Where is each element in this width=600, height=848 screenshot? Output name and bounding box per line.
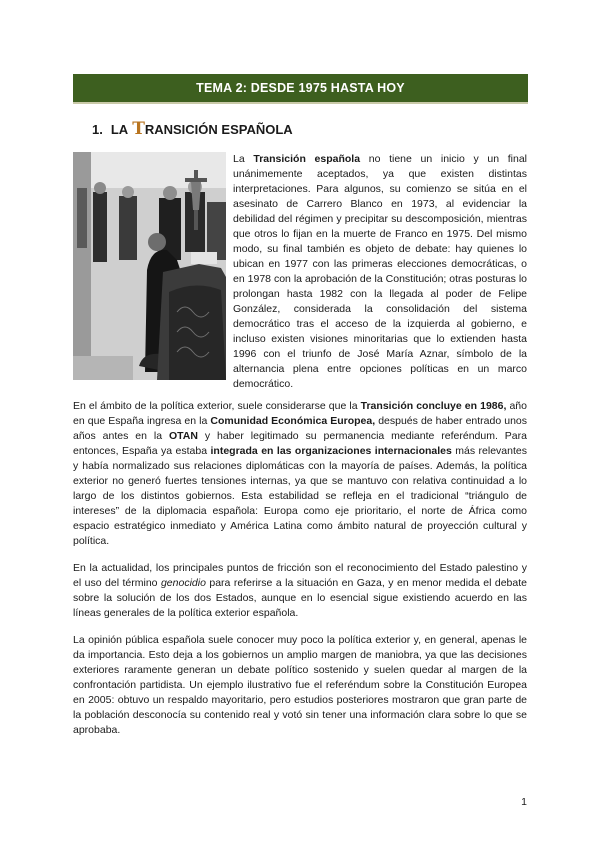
historical-photo (73, 152, 226, 380)
topic-banner (73, 74, 528, 104)
paragraph-politica-exterior: En el ámbito de la política exterior, suele considerarse que la Transición concluye en 1986, año en que España ingresa en la Comunidad Económica Europea, después de haber entrado unos años antes en la OTAN y haber legitimado su permanencia mediante referéndum. Para entonces, España ya estaba integrada en las organizaciones internacionales más relevantes y había normalizado sus relaciones diplomáticas con la mayoría de países. Además, la política exterior no generó fuertes tensiones internas, ya que se mantuvo con relativa continuidad a lo largo de los distintos gobiernos. Esta estabilidad se refleja en el tradicional “triángulo de intereses” de la diplomacia española: Europa como eje prioritario, el norte de África como espacio estratégico inmediato y América Latina como ámbito natural de proyección cultural y política. (73, 400, 527, 547)
paragraph-opinion-publica: La opinión pública española suele conocer muy poco la política exterior y, en general, apenas le da importancia. Esto deja a los gobiernos un amplio margen de maniobra, ya que las decisiones exteriores raramente generan un debate político sostenido y suelen quedar al margen de la confrontación partidista. Un ejemplo ilustrativo fue el referéndum sobre la Constitución Europea en 2005: obtuvo un respaldo mayoritario, pero estudios posteriores mostraron que gran parte de la población desconocía su contenido real y votó sin tener una información clara sobre lo que se aprobaba. (73, 634, 527, 736)
topic-title: TEMA 2: DESDE 1975 HASTA HOY (196, 81, 405, 95)
paragraph-actualidad: En la actualidad, los principales puntos de fricción son el reconocimiento del Estado palestino y el uso del término genocidio para referirse a la situación en Gaza, y en menor medida el debate sobre la solución de los dos Estados, aunque en lo esencial sigue existiendo acuerdo en las líneas generales de la política exterior española. (73, 562, 527, 619)
paragraph-transicion-intro: La Transición española no tiene un inicio y un final unánimemente aceptados, ya que existen distintas interpretaciones. Para algunos, su comienzo se sitúa en el asesinato de Carrero Blanco en 1973, al evidenciar la debilidad del régimen y precipitar su descomposición, mientras que otros lo fijan en la muerte de Franco en 1975. Del mismo modo, su final también es objeto de debate: hay quienes lo ubican en 1977 con las primeras elecciones democráticas, o en 1978 con la aprobación de la Constitución; otras posturas lo prolongan hasta 1982 con la llegada al poder de Felipe González, considerada la consolidación del sistema democrático tras el acceso de la izquierda al gobierno, e incluso existen visiones minoritarias que lo extienden hasta 1996 con el triunfo de José María Aznar, símbolo de la alternancia plena entre opciones políticas en un marco democrático. (233, 153, 527, 390)
section-dropcap: T (132, 119, 145, 139)
section-number: 1. (92, 122, 103, 137)
page-number: 1 (521, 796, 527, 808)
section-heading-rest: RANSICIÓN ESPAÑOLA (144, 122, 293, 137)
section-heading-article: LA (110, 122, 129, 137)
section-heading (92, 121, 293, 138)
